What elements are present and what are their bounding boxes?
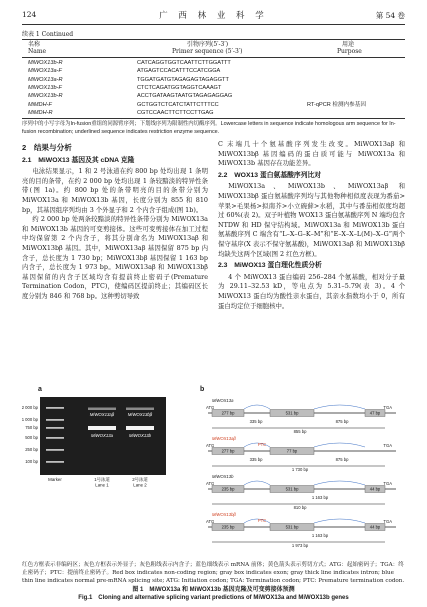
volume-number: 第 54 卷: [375, 11, 405, 20]
figure-legend: 红色方框表示非编码区；灰色方框表示外显子；灰色粗线表示内含子；蓝色细线表示 mRNA 前体；黄色箭头表示剪切方式；ATG：起始密码子；TGA：终止密码子；PTC：提前终止密码子。Red box indicates non-coding region; gray box indicates exon; gray thick line indicates intron; blue thin line indicates normal pre-mRNA splicing site; ATG: Initiation codon; TGA: Termination codon; PTC: Premature termination codon.: [22, 562, 405, 584]
splice-arc: [314, 405, 365, 409]
ladder-band: [46, 407, 64, 409]
primer-purpose: RT-qPCR 检测内参基因: [307, 101, 366, 108]
exon-length-label: 44 bp: [369, 486, 381, 492]
subsection-heading-2-3: 2.3 MiWOX13 蛋白理化性质分析: [218, 262, 322, 270]
total-length-label: 855 bp: [293, 429, 307, 434]
paragraph: C 末端几十个氨基酸序列发生改变。MiWOX13aβ 和 MiWOX13bβ 基因编码的蛋白质可能与 MiWOX13a 和 MiWOX13b 基因存在功能差异。: [218, 140, 405, 168]
marker-label: Marker: [48, 477, 62, 482]
table-continued-caption: 续表 1 Continued: [22, 31, 74, 38]
lane2-label: 2号泳道: [132, 477, 148, 482]
intron-length-label: 1 163 bp: [311, 495, 329, 500]
ladder-band: [46, 449, 64, 451]
right-column: [218, 140, 405, 311]
col-name-en: Name: [28, 48, 47, 55]
lane1-beta-label: MiWOX13aβ: [89, 412, 115, 417]
primer-sequence: ATGAGTCCACATTTCCATCGGA: [137, 68, 221, 75]
gene-name-label: MiWOX13a: [212, 398, 234, 403]
ptc-label: PTC: [257, 518, 267, 523]
table-row: [22, 67, 405, 75]
start-codon-label: ATG: [206, 443, 215, 448]
figure-title-en: Fig.1 Cloning and alternative splicing variant predictions of MiWOX13a and MiWOX13b genes: [78, 595, 349, 601]
table-row: [22, 101, 405, 109]
total-length-label: 1 973 bp: [291, 543, 309, 548]
primer-sequence: CATCAGGTGGTCAATTCTTGGATTT: [137, 60, 231, 66]
gene-structure-diagram: [200, 394, 405, 554]
exon-length-label: 531 bp: [285, 410, 299, 416]
header-rule: [22, 24, 405, 25]
journal-name: 广 西 林 业 科 学: [159, 11, 268, 21]
splice-arc: [314, 481, 365, 485]
primer-name: MiWOX13a-F: [28, 68, 62, 75]
paragraph: 4 个 MiWOX13 蛋白编码 256–284 个氨基酸，相对分子量为 29.11–32.53 kD，等电点为 5.31–5.79(表 3)。4 个 MiWOX13 蛋白均为酸性亲水蛋白，其亲水指数均小于 0，所有蛋白均定位于细胞核中。: [218, 272, 405, 310]
primer-name: MiWOX13b-R: [28, 60, 63, 66]
lane2-label: Lane 2: [133, 482, 147, 488]
ladder-size-label: 1 000 bp: [21, 417, 38, 422]
primer-name: MiWOX13a-R: [28, 76, 63, 83]
ladder-band: [46, 427, 64, 429]
subsection-heading-2-2: 2.2 WOX13 蛋白氨基酸序列比对: [218, 171, 322, 179]
stop-codon-label: TGA: [383, 519, 392, 524]
exon-length-label: 44 bp: [369, 524, 381, 530]
gene-name-label: MiWOX13bβ: [212, 512, 236, 517]
col-purpose-cn: 用途: [342, 41, 355, 48]
splice-arc: [314, 519, 365, 523]
col-seq-en: Primer sequence (5′-3′): [172, 48, 243, 55]
primer-name: MiMDH-F: [28, 101, 52, 108]
figure-title-cn: 图 1 MiWOX13a 和 MiWOX13b 基因克隆及可变剪接体预测: [132, 587, 295, 593]
table-header: [22, 40, 405, 56]
start-codon-label: ATG: [206, 405, 215, 410]
target-band: [126, 426, 154, 430]
table-header-rule: [22, 57, 405, 58]
ptc-label: PTC: [257, 442, 267, 447]
primer-sequence: GCTGGTCTCATCTATTCTTTCC: [137, 101, 219, 108]
table-note: 序列中的小写字母为In-fusion重组的同源臂序列；下划线序列为限制性内切酶序列。Lowercase letters in sequence indicate homologous arm sequence for In-fusion recombination; underlined sequence indicates restriction enzyme sequence.: [22, 121, 396, 135]
gene-name-label: MiWOX13b: [212, 474, 234, 479]
section-heading-results: 2 结果与分析: [22, 143, 72, 152]
stop-codon-label: TGA: [383, 481, 392, 486]
lane2-beta-label: MiWOX13bβ: [127, 412, 153, 417]
exon-length-label: 277 bp: [221, 448, 235, 454]
exon-length-label: 235 bp: [221, 524, 235, 530]
paragraph: 电泳结果显示，1 和 2 号泳道在约 800 bp 处均出现 1 条明亮的目的条带，在约 2 000 bp 处均出现 1 条较黯淡的特异性条带(图 1a)。约 800 bp 处的条带明亮的目的条带分别为 MiWOX13a 和 MiWOX13b 基因，长度分别为 855 和 810 bp，其基因组序列均由 3 个外显子和 2 个内含子组成(图 1b)。: [22, 167, 208, 214]
exon-length-label: 277 bp: [221, 410, 235, 416]
primer-sequence: CGTCCAACTTCTTCCTTGAG: [137, 109, 214, 116]
gel-electrophoresis-image: [18, 397, 186, 493]
stop-codon-label: TGA: [383, 443, 392, 448]
left-column: [22, 140, 208, 302]
beta-band: [126, 408, 154, 411]
primer-sequence: CTCTCAGATGGTAGGTCAAAGT: [137, 84, 222, 91]
lane1-label: 1号泳道: [94, 477, 110, 482]
exon-length-label: 47 bp: [369, 410, 381, 416]
ladder-size-label: 750 bp: [25, 425, 38, 430]
primer-name: MiMDH-R: [28, 109, 53, 116]
intron-length-label: 1 163 bp: [311, 533, 329, 538]
intron-length-label: 335 bp: [249, 457, 263, 462]
running-header: [22, 8, 405, 22]
lane1-label: Lane 1: [95, 482, 109, 488]
ladder-size-label: 2 000 bp: [21, 405, 38, 410]
table-row: [22, 109, 405, 117]
ladder-size-label: 500 bp: [25, 435, 38, 440]
table-row: [22, 76, 405, 84]
stop-codon-label: TGA: [383, 405, 392, 410]
ladder-band: [46, 461, 64, 463]
col-purpose-en: Purpose: [337, 48, 362, 55]
intron-length-label: 335 bp: [249, 419, 263, 424]
splice-arc: [244, 405, 270, 409]
splice-arc: [244, 481, 270, 485]
col-name-cn: 名称: [28, 41, 41, 48]
figure-label-b: b: [200, 386, 205, 393]
primer-sequence: TGGATGATGTAGAGAGTAGAGGTT: [137, 76, 229, 83]
page-number: 124: [22, 10, 37, 19]
paragraph: MiWOX13a、MiWOX13b、MiWOX13aβ 和 MiWOX13bβ 蛋白氨基酸序列均与其他物种相似度表现为番茄>苹果>毛果杨>拟南芥>小立碗藓>水稻，其中与番茄相似度均超过 60%(表 2)。双子叶植物 WOX13 蛋白氨基酸序列 N 端均包含 NTDW 和 HD 保守结构域。MiWOX13a 和 MiWOX13b 蛋白氨基酸序列 C 端含有“L–X–G–K–M”和“E–X–X–L(M)–X–G”两个保守基序(X 表示不保守氨基酸)，MiWOX13aβ 和 MiWOX13bβ 均缺失这两个区域(图 2 红色方框)。: [218, 182, 405, 258]
total-length-label: 810 bp: [293, 505, 307, 510]
gene-name-label: MiWOX13aβ: [212, 436, 236, 441]
exon-length-label: 77 bp: [286, 448, 298, 454]
figure-label-a: a: [38, 386, 42, 393]
ladder-band: [46, 419, 64, 421]
start-codon-label: ATG: [206, 519, 215, 524]
exon-length-label: 235 bp: [221, 486, 235, 492]
primer-name: MiWOX13b-F: [28, 84, 62, 91]
table-row: [22, 84, 405, 92]
table-row: [22, 59, 405, 67]
target-band: [88, 426, 116, 430]
total-length-label: 1 730 bp: [291, 467, 309, 472]
primer-name: MiWOX13b-R: [28, 93, 63, 100]
ladder-band: [46, 437, 64, 439]
ladder-size-label: 250 bp: [25, 447, 38, 452]
primer-sequence: ACCTGATAAGTAATGTAGAGAGGAG: [137, 93, 233, 100]
table-bottom-rule: [22, 118, 405, 119]
splice-arc: [314, 443, 365, 447]
subsection-heading-2-1: 2.1 MiWOX13 基因及其 cDNA 克隆: [22, 156, 135, 164]
ladder-size-label: 100 bp: [25, 459, 38, 464]
paragraph: 约 2 000 bp 处两条较黯淡的特异性条带分别为 MiWOX13a 和 MiWOX13b 基因的可变剪接体。这些可变剪接体在加工过程中均保留第 2 个内含子，将其分别命名为 MiWOX13aβ 和 MiWOX13bβ 基因。其中，MiWOX13aβ 基因保留 875 bp 内含子，总长度为 1 730 bp；MiWOX13bβ 基因保留 1 163 bp 内含子，总长度为 1 973 bp。MiWOX13aβ 和 MiWOX13bβ 基因保留的内含子区域均含有提前终止密码子(Premature Termination Codon，PTC)，使编码区提前终止；其编码区长度分别为 846 和 768 bp。这种剪切导致: [22, 215, 208, 300]
table-row: [22, 92, 405, 100]
col-seq-cn: 引物序列(5′-3′): [187, 41, 229, 48]
exon-length-label: 531 bp: [285, 524, 299, 530]
intron-length-label: 875 bp: [335, 419, 349, 424]
lane2-target-label: MiWOX13b: [129, 433, 151, 438]
intron-length-label: 875 bp: [335, 457, 349, 462]
lane1-target-label: MiWOX13a: [91, 433, 113, 438]
beta-band: [88, 408, 116, 411]
start-codon-label: ATG: [206, 481, 215, 486]
exon-length-label: 531 bp: [285, 486, 299, 492]
